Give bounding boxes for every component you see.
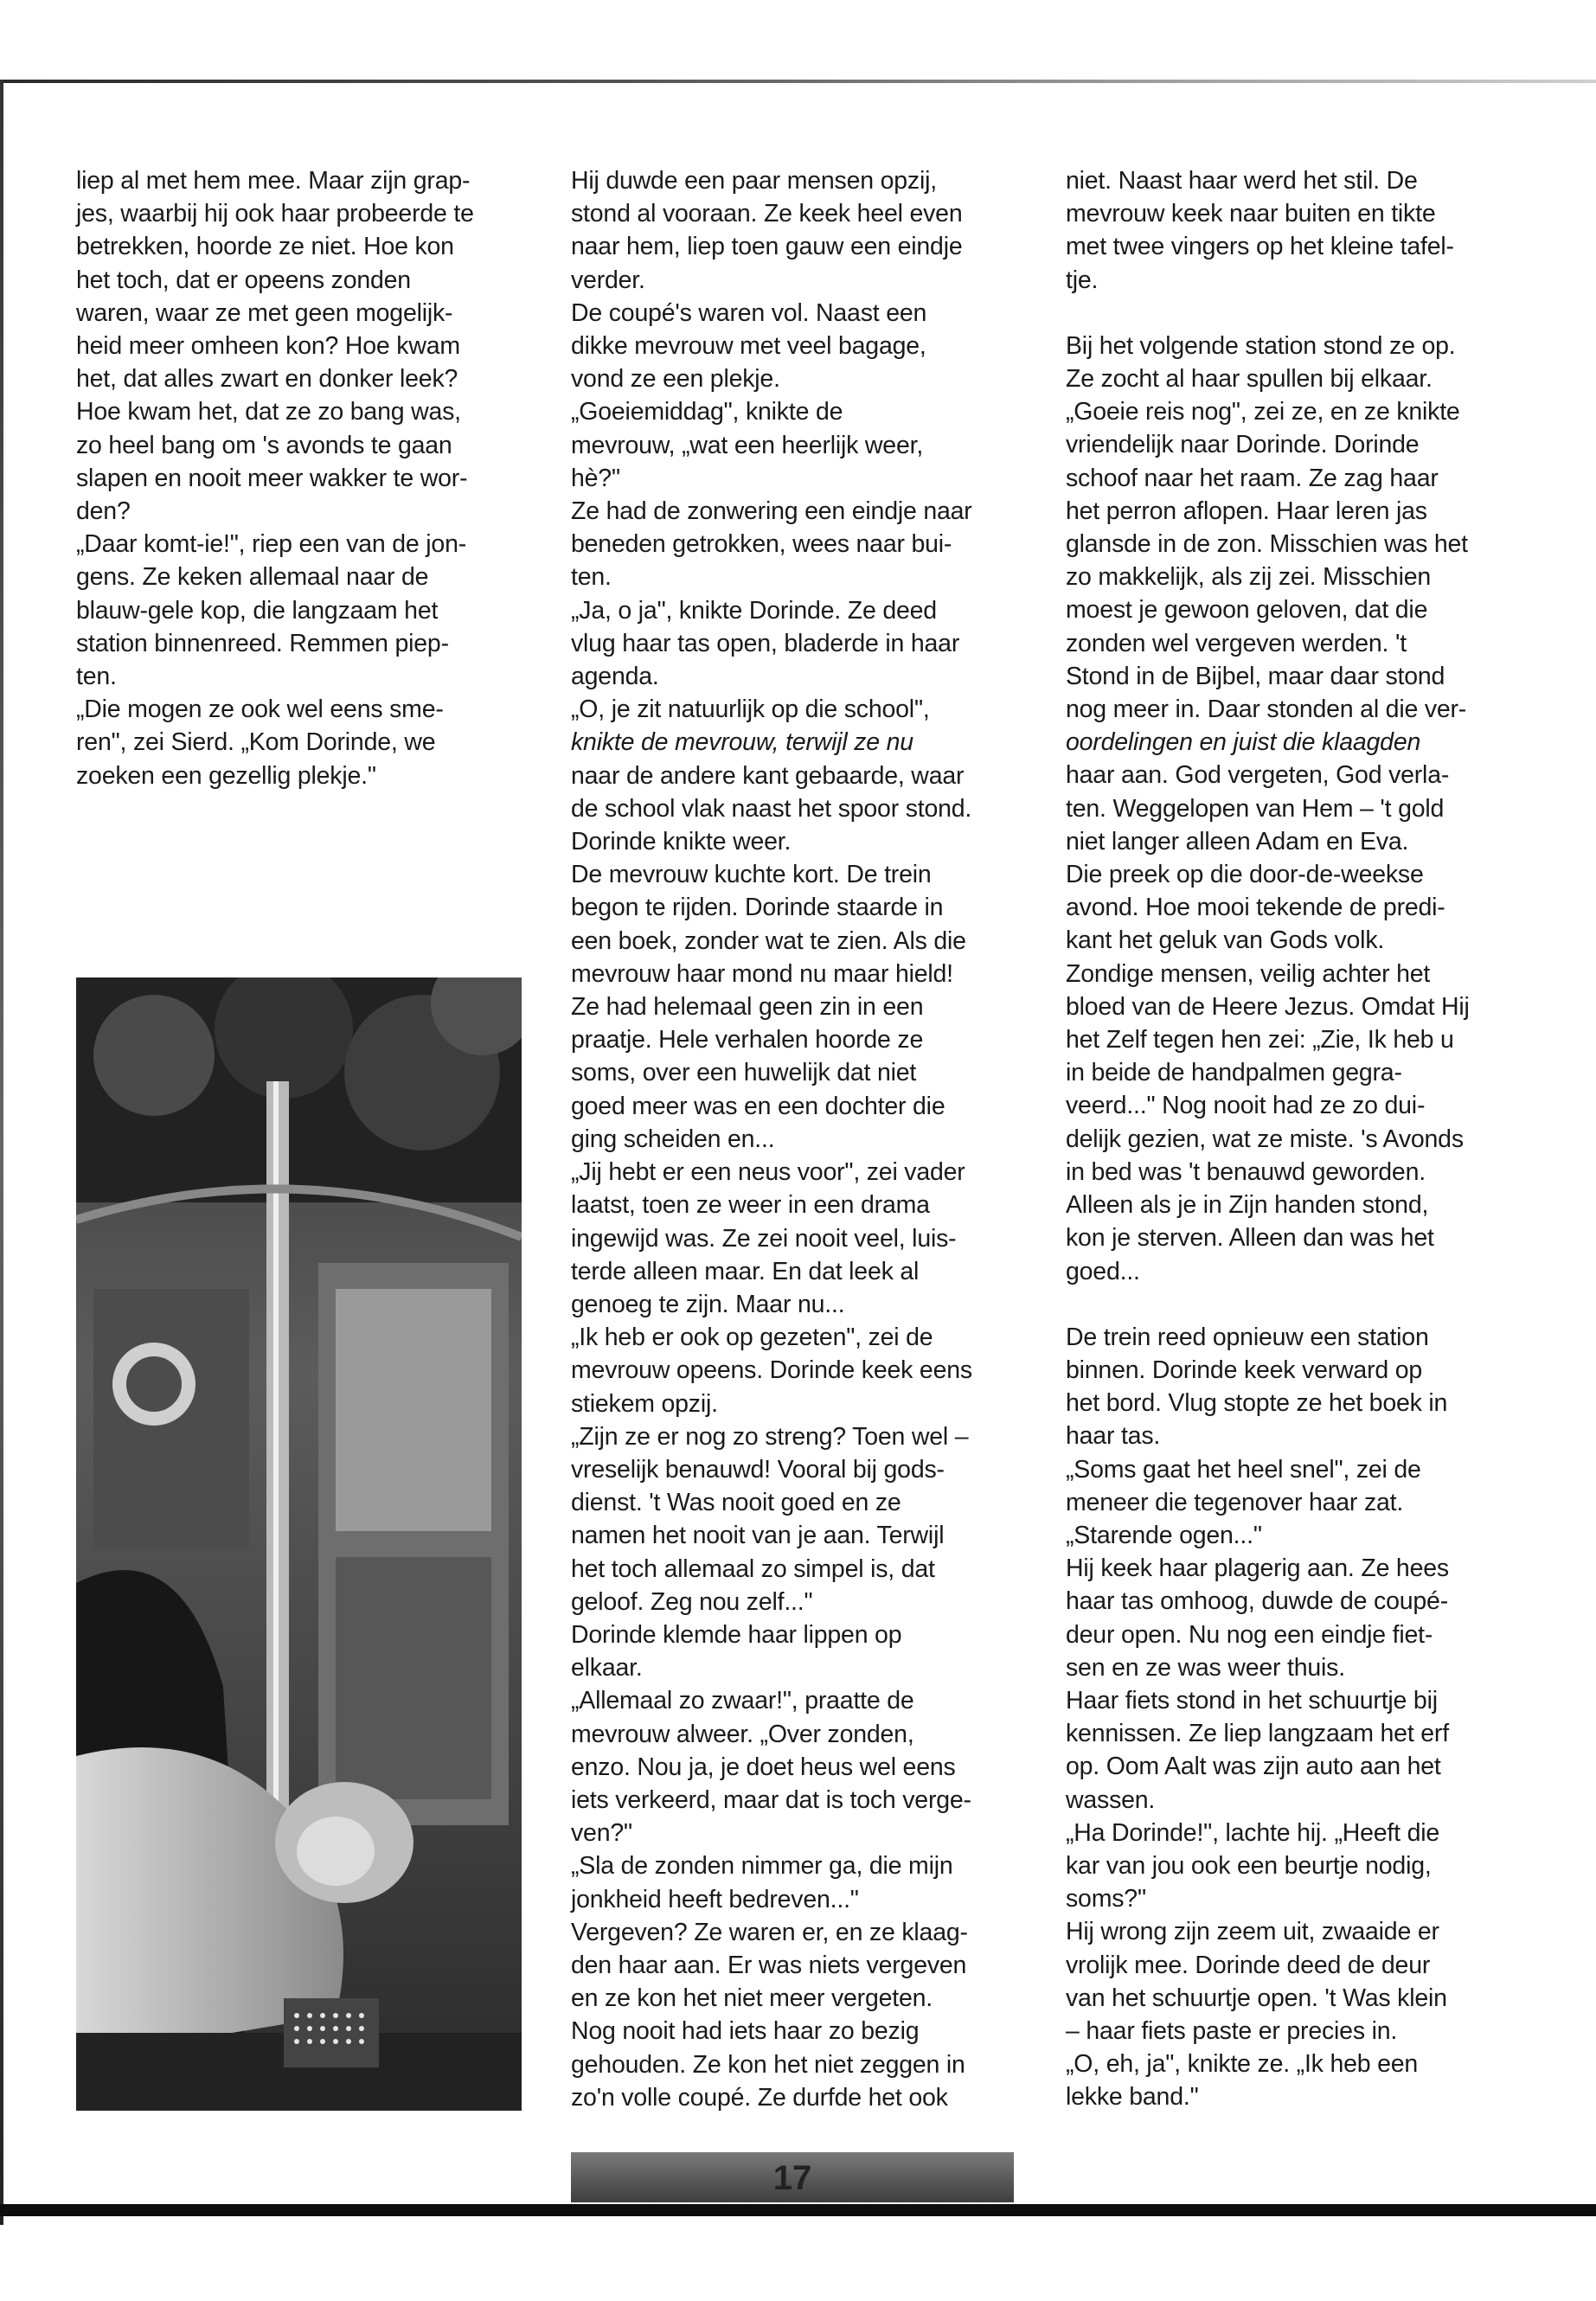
text-line: „Sla de zonden nimmer ga, die mijn [571, 1852, 953, 1881]
text-line: ren", zei Sierd. „Kom Dorinde, we [76, 728, 436, 757]
text-line: Dorinde knikte weer. [571, 828, 792, 856]
text-line: dikke mevrouw met veel bagage, [571, 332, 926, 361]
text-line: „Goeie reis nog", zei ze, en ze knikte [1066, 398, 1460, 426]
text-line: met twee vingers op het kleine tafel- [1066, 233, 1454, 261]
text-line: „Goeiemiddag", knikte de [571, 398, 843, 426]
text-line: zo'n volle coupé. Ze durfde het ook [571, 2083, 948, 2112]
text-column-1 [76, 164, 543, 792]
text-line: „Allemaal zo zwaar!", praatte de [571, 1687, 914, 1715]
paragraph-gap [1066, 297, 1533, 330]
text-line: verder. [571, 266, 645, 294]
text-line: delijk gezien, wat ze miste. 's Avonds [1066, 1125, 1464, 1153]
text-line: in bed was 't benauwd geworden. [1066, 1157, 1426, 1186]
text-line: avond. Hoe mooi tekende de predi- [1066, 894, 1445, 922]
top-rule [0, 80, 1596, 83]
text-line: kant het geluk van Gods volk. [1066, 926, 1385, 955]
text-line: ven?" [571, 1819, 632, 1848]
text-line: het Zelf tegen hen zei: „Zie, Ik heb u [1066, 1026, 1454, 1054]
text-line: slapen en nooit meer wakker te wor- [76, 464, 468, 492]
text-line: mevrouw opeens. Dorinde keek eens [571, 1356, 972, 1385]
text-line: terde alleen maar. En dat leek al [571, 1257, 920, 1285]
text-line: den haar aan. Er was niets vergeven [571, 1951, 967, 1979]
text-line: het toch allemaal zo simpel is, dat [571, 1554, 935, 1583]
text-line: oordelingen en juist die klaagden [1066, 728, 1421, 757]
text-line: lekke band." [1066, 2083, 1199, 2112]
text-line: een boek, zonder wat te zien. Als die [571, 926, 966, 955]
text-line: Zondige mensen, veilig achter het [1066, 959, 1431, 988]
text-line: Ze zocht al haar spullen bij elkaar. [1066, 365, 1433, 394]
text-line: „Daar komt-ie!", riep een van de jon- [76, 530, 467, 559]
text-line: stiekem opzij. [571, 1389, 718, 1418]
text-line: van het schuurtje open. 't Was klein [1066, 1984, 1447, 2012]
text-line: vlug haar tas open, bladerde in haar [571, 629, 960, 657]
text-line: „O, eh, ja", knikte ze. „Ik heb een [1066, 2050, 1419, 2079]
text-line: Alleen als je in Zijn handen stond, [1066, 1191, 1429, 1220]
text-line: niet langer alleen Adam en Eva. [1066, 827, 1409, 856]
text-line: op. Oom Aalt was zijn auto aan het [1066, 1753, 1441, 1781]
text-line: mevrouw, „wat een heerlijk weer, [571, 431, 924, 459]
text-line: schoof naar het raam. Ze zag haar [1066, 464, 1439, 492]
text-line: haar aan. God vergeten, God verla- [1066, 761, 1450, 790]
text-line: goed meer was en een dochter die [571, 1092, 945, 1120]
text-line: namen het nooit van je aan. Terwijl [571, 1522, 945, 1550]
text-line: vriendelijk naar Dorinde. Dorinde [1066, 431, 1420, 459]
text-line: ging scheiden en... [571, 1125, 775, 1153]
text-line: Hij duwde een paar mensen opzij, [571, 167, 937, 195]
text-line: enzo. Nou ja, je doet heus wel eens [571, 1753, 956, 1781]
text-line: wassen. [1066, 1785, 1156, 1814]
text-line: mevrouw haar mond nu maar hield! [571, 959, 953, 988]
text-line: iets verkeerd, maar dat is toch verge- [571, 1785, 971, 1814]
text-line: Hoe kwam het, dat ze zo bang was, [76, 398, 461, 426]
text-line: waren, waar ze met geen mogelijk- [76, 298, 453, 327]
text-line: kon je sterven. Alleen dan was het [1066, 1224, 1434, 1253]
text-line: het toch, dat er opeens zonden [76, 266, 411, 294]
paragraph-gap [1066, 1288, 1533, 1321]
text-line: vreselijk benauwd! Vooral bij gods- [571, 1455, 945, 1484]
text-line: „Soms gaat het heel snel", zei de [1066, 1455, 1421, 1484]
text-line: „Ik heb er ook op gezeten", zei de [571, 1324, 933, 1352]
text-line: deur open. Nu nog een eindje fiet- [1066, 1620, 1433, 1649]
text-line: jes, waarbij hij ook haar probeerde te [76, 200, 474, 228]
text-line: ten. [76, 663, 117, 691]
bottom-rule [0, 2204, 1596, 2216]
text-line: moest je gewoon geloven, dat die [1066, 596, 1428, 625]
text-line: soms, over een huwelijk dat niet [571, 1059, 917, 1087]
text-line: liep al met hem mee. Maar zijn grap- [76, 167, 471, 195]
photo-illustration [76, 977, 522, 2111]
text-line: vond ze een plekje. [571, 365, 780, 394]
left-page-edge [0, 80, 3, 2225]
text-line: veerd..." Nog nooit had ze zo dui- [1066, 1092, 1426, 1120]
text-line: zoeken een gezellig plekje." [76, 761, 376, 790]
text-line: kar van jou ook een beurtje nodig, [1066, 1851, 1432, 1880]
text-line: mevrouw alweer. „Over zonden, [571, 1720, 914, 1748]
text-line: Haar fiets stond in het schuurtje bij [1066, 1686, 1438, 1715]
text-line: „Die mogen ze ook wel eens sme- [76, 695, 444, 724]
text-line: soms?" [1066, 1885, 1146, 1913]
text-line: elkaar. [571, 1654, 643, 1682]
text-line: „O, je zit natuurlijk op die school", [571, 695, 930, 724]
text-line: Nog nooit had iets haar zo bezig [571, 2017, 920, 2046]
text-line: sen en ze was weer thuis. [1066, 1653, 1345, 1682]
text-line: den? [76, 497, 131, 526]
text-line: zonden wel vergeven werden. 't [1066, 629, 1407, 657]
text-line: haar tas omhoog, duwde de coupé- [1066, 1587, 1448, 1616]
text-line: zo makkelijk, als zij zei. Misschien [1066, 563, 1431, 592]
text-line: „Ha Dorinde!", lachte hij. „Heeft die [1066, 1818, 1439, 1847]
text-line: beneden getrokken, wees naar bui- [571, 530, 952, 559]
text-line: glansde in de zon. Misschien was het [1066, 530, 1468, 559]
text-line: haar tas. [1066, 1422, 1161, 1451]
text-line: stond al vooraan. Ze keek heel even [571, 200, 963, 228]
text-column-2 [571, 164, 1029, 2114]
text-line: knikte de mevrouw, terwijl ze nu [571, 728, 913, 757]
text-line: de school vlak naast het spoor stond. [571, 794, 972, 823]
text-line: agenda. [571, 663, 659, 691]
text-line: meneer die tegenover haar zat. [1066, 1488, 1404, 1516]
text-line: station binnenreed. Remmen piep- [76, 629, 449, 657]
text-column-3 [1066, 164, 1533, 2114]
train-station-photo [76, 977, 522, 2111]
text-line: Stond in de Bijbel, maar daar stond [1066, 662, 1445, 690]
text-line: genoeg te zijn. Maar nu... [571, 1290, 845, 1318]
text-line: gens. Ze keken allemaal naar de [76, 563, 429, 592]
text-line: zo heel bang om 's avonds te gaan [76, 431, 452, 459]
text-line: ingewijd was. Ze zei nooit veel, luis- [571, 1224, 957, 1253]
text-line: Dorinde klemde haar lippen op [571, 1620, 902, 1649]
text-line: ten. [571, 563, 612, 592]
text-line: „Jij hebt er een neus voor", zei vader [571, 1158, 965, 1187]
text-line: gehouden. Ze kon het niet zeggen in [571, 2050, 965, 2079]
text-line: goed... [1066, 1257, 1140, 1285]
text-line: De mevrouw kuchte kort. De trein [571, 861, 932, 889]
text-line: Hij keek haar plagerig aan. Ze hees [1066, 1554, 1449, 1583]
text-line: binnen. Dorinde keek verward op [1066, 1356, 1423, 1384]
text-line: laatst, toen ze weer in een drama [571, 1191, 930, 1220]
text-line: bloed van de Heere Jezus. Omdat Hij [1066, 992, 1470, 1021]
text-line: De trein reed opnieuw een station [1066, 1323, 1429, 1351]
text-line: mevrouw keek naar buiten en tikte [1066, 200, 1436, 228]
text-line: Hij wrong zijn zeem uit, zwaaide er [1066, 1918, 1439, 1946]
text-line: niet. Naast haar werd het stil. De [1066, 167, 1418, 195]
text-line: dienst. 't Was nooit goed en ze [571, 1489, 901, 1517]
text-line: het bord. Vlug stopte ze het boek in [1066, 1389, 1448, 1418]
text-line: Ze had de zonwering een eindje naar [571, 497, 972, 526]
text-line: „Ja, o ja", knikte Dorinde. Ze deed [571, 596, 937, 625]
text-line: geloof. Zeg nou zelf..." [571, 1587, 813, 1616]
text-line: heid meer omheen kon? Hoe kwam [76, 332, 460, 361]
text-line: begon te rijden. Dorinde staarde in [571, 894, 944, 922]
text-line: praatje. Hele verhalen hoorde ze [571, 1026, 924, 1054]
text-line: ten. Weggelopen van Hem – 't gold [1066, 794, 1445, 823]
text-line: naar de andere kant gebaarde, waar [571, 761, 965, 790]
text-line: kennissen. Ze liep langzaam het erf [1066, 1720, 1449, 1748]
page-number-plate [571, 2152, 1014, 2202]
text-line: naar hem, liep toen gauw een eindje [571, 233, 963, 261]
text-line: hè?" [571, 464, 620, 492]
text-line: De coupé's waren vol. Naast een [571, 298, 927, 327]
text-line: Vergeven? Ze waren er, en ze klaag- [571, 1918, 968, 1946]
text-line: „Starende ogen..." [1066, 1521, 1262, 1549]
page-number: 17 [772, 2159, 812, 2197]
text-line: vrolijk mee. Dorinde deed de deur [1066, 1951, 1431, 1979]
text-line: – haar fiets paste er precies in. [1066, 2016, 1398, 2045]
text-line: en ze kon het niet meer vergeten. [571, 1984, 933, 2013]
text-line: in beide de handpalmen gegra- [1066, 1059, 1402, 1087]
text-line: Die preek op die door-de-weekse [1066, 861, 1424, 889]
text-line: nog meer in. Daar stonden al die ver- [1066, 695, 1467, 724]
text-line: het, dat alles zwart en donker leek? [76, 365, 458, 394]
text-line: blauw-gele kop, die langzaam het [76, 596, 439, 625]
text-line: betrekken, hoorde ze niet. Hoe kon [76, 233, 454, 261]
text-line: Ze had helemaal geen zin in een [571, 993, 924, 1022]
text-line: het perron aflopen. Haar leren jas [1066, 497, 1427, 525]
text-line: Bij het volgende station stond ze op. [1066, 331, 1456, 360]
text-line: „Zijn ze er nog zo streng? Toen wel – [571, 1422, 969, 1451]
text-line: tje. [1066, 266, 1099, 294]
text-line: jonkheid heeft bedreven..." [571, 1885, 859, 1913]
